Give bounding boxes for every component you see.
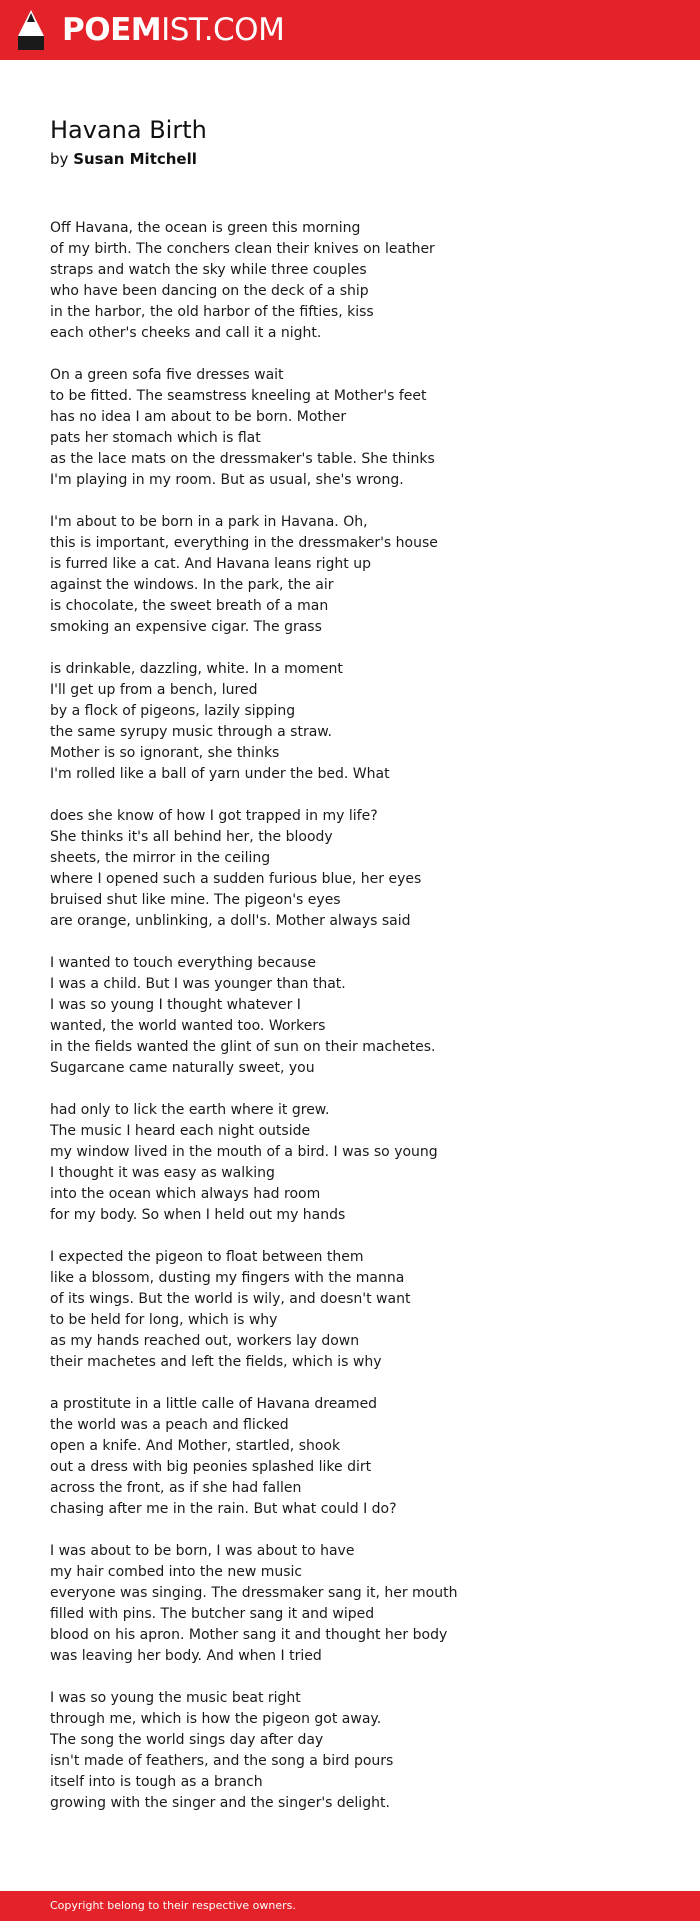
poem-line: of its wings. But the world is wily, and doesn't want (50, 1291, 411, 1307)
poem-stanza (50, 1541, 610, 1667)
pencil-icon (18, 10, 44, 50)
poem-stanza (50, 1394, 610, 1520)
poem-line: I was so young I thought whatever I (50, 997, 301, 1013)
poem-line: Mother is so ignorant, she thinks (50, 745, 280, 761)
poem-line: as my hands reached out, workers lay down (50, 1333, 360, 1349)
poem-line: itself into is tough as a branch (50, 1774, 263, 1790)
logo-text-light: IST.COM (161, 12, 285, 48)
poem-line: against the windows. In the park, the air (50, 577, 334, 593)
poem-line: straps and watch the sky while three couples (50, 262, 367, 278)
poem-line: She thinks it's all behind her, the bloody (50, 829, 333, 845)
poem-header (50, 114, 650, 170)
poem-line: is drinkable, dazzling, white. In a moment (50, 661, 343, 677)
poem-stanza (50, 218, 610, 344)
poem-line: wanted, the world wanted too. Workers (50, 1018, 326, 1034)
poem-line: who have been dancing on the deck of a ship (50, 283, 369, 299)
poem-line: The music I heard each night outside (50, 1123, 311, 1139)
poem-line: the world was a peach and flicked (50, 1417, 289, 1433)
poem-line: I was about to be born, I was about to have (50, 1543, 355, 1559)
poem-line: as the lace mats on the dressmaker's table. She thinks (50, 451, 435, 467)
poem-line: I wanted to touch everything because (50, 955, 316, 971)
poem-line: chasing after me in the rain. But what could I do? (50, 1501, 397, 1517)
byline (50, 148, 650, 170)
poem-line: my hair combed into the new music (50, 1564, 303, 1580)
poem-stanza (50, 512, 610, 638)
poem-line: a prostitute in a little calle of Havana dreamed (50, 1396, 378, 1412)
poem-line: like a blossom, dusting my fingers with the manna (50, 1270, 405, 1286)
poem-line: I expected the pigeon to float between them (50, 1249, 364, 1265)
poem-stanza (50, 806, 610, 932)
poem-line: had only to lick the earth where it grew. (50, 1102, 330, 1118)
poem-line: isn't made of feathers, and the song a bird pours (50, 1753, 394, 1769)
poem-line: I was a child. But I was younger than that. (50, 976, 346, 992)
poem-title: Havana Birth (50, 116, 207, 144)
poem-line: filled with pins. The butcher sang it and wiped (50, 1606, 375, 1622)
poem-stanza (50, 1688, 610, 1814)
poem-line: was leaving her body. And when I tried (50, 1648, 322, 1664)
poem-line: my window lived in the mouth of a bird. I was so young (50, 1144, 438, 1160)
poem-line: each other's cheeks and call it a night. (50, 325, 322, 341)
site-logo[interactable] (18, 10, 284, 50)
copyright-text: Copyright belong to their respective owners. (50, 1899, 296, 1912)
poem-line: I'm about to be born in a park in Havana. Oh, (50, 514, 368, 530)
poem-line: is chocolate, the sweet breath of a man (50, 598, 329, 614)
poem-line: has no idea I am about to be born. Mother (50, 409, 347, 425)
poem-line: blood on his apron. Mother sang it and thought her body (50, 1627, 448, 1643)
poem-line: where I opened such a sudden furious blue, her eyes (50, 871, 422, 887)
poem-line: of my birth. The conchers clean their knives on leather (50, 241, 435, 257)
poem-line: into the ocean which always had room (50, 1186, 321, 1202)
poem-line: out a dress with big peonies splashed like dirt (50, 1459, 372, 1475)
site-header (0, 0, 700, 60)
poem-line: is furred like a cat. And Havana leans right up (50, 556, 371, 572)
poem-line: to be fitted. The seamstress kneeling at Mother's feet (50, 388, 427, 404)
poem-line: to be held for long, which is why (50, 1312, 278, 1328)
poem-line: by a flock of pigeons, lazily sipping (50, 703, 296, 719)
poem-line: I thought it was easy as walking (50, 1165, 275, 1181)
poem-stanza (50, 1247, 610, 1373)
poem-line: growing with the singer and the singer's delight. (50, 1795, 390, 1811)
logo-wordmark (62, 10, 284, 50)
poem-line: I'll get up from a bench, lured (50, 682, 258, 698)
byline-prefix: by (50, 150, 69, 168)
poem-line: does she know of how I got trapped in my life? (50, 808, 378, 824)
site-footer (0, 1891, 700, 1921)
poem-line: the same syrupy music through a straw. (50, 724, 332, 740)
poem-line: Sugarcane came naturally sweet, you (50, 1060, 315, 1076)
poem-line: across the front, as if she had fallen (50, 1480, 302, 1496)
poem-line: open a knife. And Mother, startled, shook (50, 1438, 341, 1454)
poem-author[interactable]: Susan Mitchell (73, 150, 197, 168)
poem-line: The song the world sings day after day (50, 1732, 324, 1748)
poem-stanza (50, 659, 610, 785)
poem-body (50, 218, 610, 1835)
poem-line: in the fields wanted the glint of sun on their machetes. (50, 1039, 436, 1055)
poem-line: pats her stomach which is flat (50, 430, 261, 446)
poem-line: in the harbor, the old harbor of the fifties, kiss (50, 304, 374, 320)
poem-line: this is important, everything in the dressmaker's house (50, 535, 438, 551)
poem-line: sheets, the mirror in the ceiling (50, 850, 271, 866)
poem-line: I'm playing in my room. But as usual, she's wrong. (50, 472, 404, 488)
poem-line: everyone was singing. The dressmaker sang it, her mouth (50, 1585, 458, 1601)
poem-line: their machetes and left the fields, which is why (50, 1354, 382, 1370)
poem-line: for my body. So when I held out my hands (50, 1207, 346, 1223)
poem-line: are orange, unblinking, a doll's. Mother always said (50, 913, 411, 929)
poem-stanza (50, 1100, 610, 1226)
poem-line: through me, which is how the pigeon got away. (50, 1711, 382, 1727)
poem-line: bruised shut like mine. The pigeon's eyes (50, 892, 341, 908)
poem-line: On a green sofa five dresses wait (50, 367, 284, 383)
poem-line: I'm rolled like a ball of yarn under the bed. What (50, 766, 390, 782)
poem-stanza (50, 365, 610, 491)
logo-text-bold: POEM (62, 12, 162, 48)
poem-line: smoking an expensive cigar. The grass (50, 619, 322, 635)
poem-stanza (50, 953, 610, 1079)
poem-line: I was so young the music beat right (50, 1690, 301, 1706)
poem-line: Off Havana, the ocean is green this morning (50, 220, 361, 236)
